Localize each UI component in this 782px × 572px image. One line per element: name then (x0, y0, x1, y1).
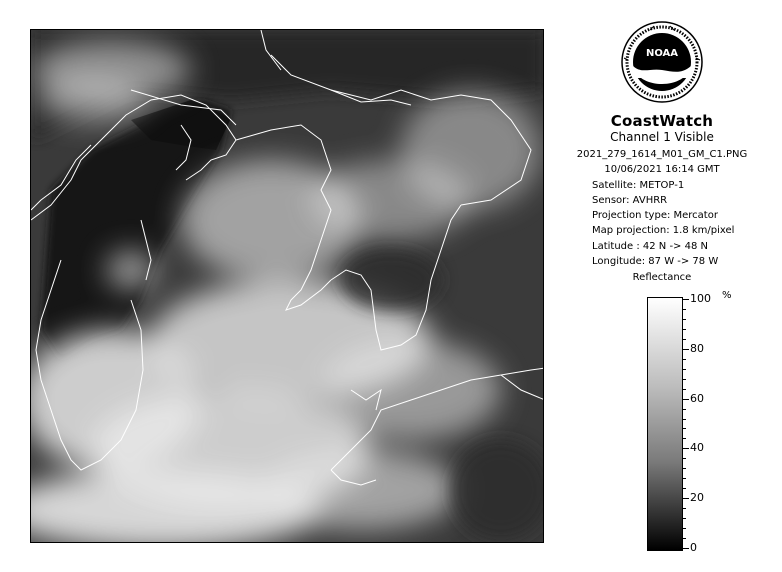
colorbar-major-tick (683, 548, 689, 549)
colorbar-minor-tick (683, 438, 686, 439)
brand-title: CoastWatch (610, 112, 714, 130)
colorbar-major-tick (683, 399, 689, 400)
colorbar-tick-label: 100 (690, 292, 711, 305)
channel-label: Channel 1 Visible (610, 130, 714, 144)
projection-type: Projection type: Mercator (592, 210, 718, 222)
colorbar-tick-label: 20 (690, 491, 704, 505)
sensor: Sensor: AVHRR (592, 194, 668, 206)
colorbar-minor-tick (683, 538, 686, 539)
colorbar-minor-tick (683, 359, 686, 360)
colorbar-major-tick (683, 349, 689, 350)
colorbar-minor-tick (683, 428, 686, 429)
colorbar-major-tick (683, 498, 689, 499)
logo-center-text: NOAA (645, 48, 679, 59)
colorbar-minor-tick (683, 488, 686, 489)
colorbar-minor-tick (683, 319, 686, 320)
colorbar-tick-label: 40 (690, 441, 704, 455)
colorbar-tick-label: 0 (690, 541, 697, 554)
latitude: Latitude : 42 N -> 48 N (592, 240, 708, 252)
colorbar-tick-label: 60 (690, 391, 704, 405)
image-metadata (560, 147, 764, 269)
colorbar-minor-tick (683, 419, 686, 420)
colorbar-minor-tick (683, 458, 686, 459)
map-projection: Map projection: 1.8 km/pixel (592, 225, 735, 237)
satellite-image (31, 30, 544, 543)
colorbar-minor-tick (683, 518, 686, 519)
colorbar-minor-tick (683, 528, 686, 529)
noaa-logo-icon (620, 20, 704, 104)
colorbar-minor-tick (683, 468, 686, 469)
colorbar-minor-tick (683, 369, 686, 370)
longitude: Longitude: 87 W -> 78 W (592, 256, 719, 268)
colorbar-minor-tick (683, 389, 686, 390)
satellite: Satellite: METOP-1 (592, 179, 685, 191)
colorbar-minor-tick (683, 339, 686, 340)
datetime: 10/06/2021 16:14 GMT (604, 164, 720, 176)
colorbar-minor-tick (683, 478, 686, 479)
satellite-map (30, 29, 544, 543)
colorbar-tick-label: 80 (690, 341, 704, 355)
filename: 2021_279_1614_M01_GM_C1.PNG (576, 149, 748, 160)
colorbar-minor-tick (683, 379, 686, 380)
colorbar-minor-tick (683, 309, 686, 310)
colorbar (647, 297, 683, 551)
colorbar-minor-tick (683, 508, 686, 509)
colorbar-major-tick (683, 299, 689, 300)
colorbar-major-tick (683, 448, 689, 449)
colorbar-title: Reflectance (632, 272, 692, 283)
colorbar-minor-tick (683, 409, 686, 410)
colorbar-minor-tick (683, 329, 686, 330)
colorbar-unit: % (722, 290, 732, 301)
